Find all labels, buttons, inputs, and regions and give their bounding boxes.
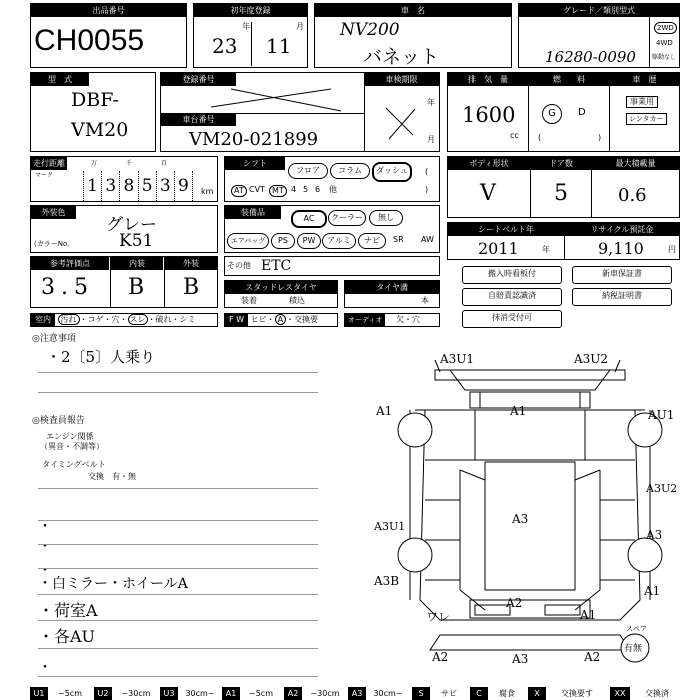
exterior-value: B bbox=[183, 275, 200, 300]
registration-cross-icon bbox=[201, 85, 351, 113]
audio-row: オーディオ 欠・穴 bbox=[344, 313, 440, 327]
equip-ac: AC bbox=[291, 210, 327, 228]
color-value: グレー bbox=[106, 215, 157, 235]
shift-column: コラム bbox=[330, 163, 370, 179]
shift-floor: フロア bbox=[288, 163, 328, 179]
equip-none: 無し bbox=[369, 210, 403, 226]
fw-crack: ヒビ bbox=[250, 315, 267, 324]
model-label: 型 式 bbox=[31, 73, 89, 86]
seatbelt-unit: 年 bbox=[542, 245, 550, 254]
model-line2: VM20 bbox=[71, 119, 129, 141]
legend-key: A2 bbox=[284, 687, 302, 700]
legend-text: ~30cm bbox=[121, 689, 151, 698]
button-warranty[interactable]: 新車保証書 bbox=[572, 266, 672, 284]
audio-label: オーディオ bbox=[345, 314, 385, 326]
report-label: ◎検査員報告 bbox=[32, 416, 85, 426]
fuel-paren-close: ) bbox=[598, 133, 602, 142]
divider bbox=[364, 73, 365, 152]
legend-key: A3 bbox=[348, 687, 366, 700]
other-value: ETC bbox=[261, 258, 292, 274]
grade-value: 16280-0090 bbox=[545, 48, 636, 66]
legend-key: X bbox=[528, 687, 546, 700]
inspection-month-unit: 月 bbox=[427, 135, 435, 144]
seatbelt-value: 2011 bbox=[478, 239, 519, 258]
room-dirt: 汚れ bbox=[58, 314, 80, 325]
divider bbox=[564, 223, 565, 260]
damage-mark: A3U1 bbox=[374, 520, 406, 533]
mileage-digit: 5 bbox=[138, 171, 156, 201]
notes-label: ◎注意事項 bbox=[32, 334, 76, 344]
shift-6: 6 bbox=[315, 185, 321, 194]
color-label: 外装色 bbox=[31, 206, 76, 219]
registration-box bbox=[160, 72, 440, 152]
first-reg-year: 23 bbox=[212, 34, 238, 58]
divider bbox=[530, 157, 531, 218]
equip-ps: PS bbox=[271, 233, 295, 249]
color-code-value: K51 bbox=[119, 231, 154, 251]
damage-mark: A2 bbox=[584, 650, 601, 664]
tyre-box bbox=[344, 280, 440, 308]
damage-mark: A1 bbox=[644, 584, 661, 598]
fw-a: A bbox=[275, 314, 286, 325]
divider bbox=[649, 17, 650, 68]
report-rule bbox=[38, 488, 318, 489]
tyre-unit: 本 bbox=[421, 296, 429, 305]
divider bbox=[110, 257, 111, 308]
damage-mark: A3U2 bbox=[574, 352, 609, 366]
note-rule bbox=[38, 392, 318, 393]
room-row: 室内 汚れ ・コゲ・穴・ スレ ・破れ・シミ bbox=[30, 313, 218, 327]
button-jibaiseki[interactable]: 自賠責認識済 bbox=[462, 288, 562, 306]
shift-box bbox=[224, 156, 440, 202]
equip-navi: ナビ bbox=[358, 233, 386, 249]
interior-label: 内装 bbox=[111, 257, 163, 270]
displacement-box bbox=[447, 72, 680, 152]
model-line1: DBF- bbox=[71, 89, 119, 111]
color-box bbox=[30, 205, 218, 253]
body-value: V bbox=[480, 181, 496, 206]
divider bbox=[609, 73, 610, 152]
fuel-label: 燃 料 bbox=[529, 73, 609, 86]
usage-label: 車 歴 bbox=[610, 73, 679, 86]
month-unit: 月 bbox=[296, 22, 304, 31]
damage-mark: AU1 bbox=[648, 408, 675, 422]
equipment-label: 装備品 bbox=[225, 206, 281, 219]
usage-rental: レンタカー bbox=[626, 113, 667, 125]
mileage-digit: 3 bbox=[101, 171, 119, 201]
audio-missing: 欠 bbox=[396, 315, 404, 324]
damage-mark: A1 bbox=[376, 404, 393, 418]
shift-mt: MT bbox=[269, 185, 287, 197]
damage-mark: A2 bbox=[432, 650, 449, 664]
model-box bbox=[30, 72, 156, 152]
report-rule bbox=[38, 648, 318, 649]
load-label: 最大積載量 bbox=[592, 157, 679, 170]
mileage-digit: 9 bbox=[174, 171, 193, 201]
audio-hole: 穴 bbox=[412, 315, 420, 324]
legend-key: U3 bbox=[160, 687, 178, 700]
button-signboard[interactable]: 搬入時看板付 bbox=[462, 266, 562, 284]
seatbelt-label: シートベルト年 bbox=[448, 223, 564, 236]
studless-loaded: 積込 bbox=[289, 296, 305, 305]
report-bullet: ・ bbox=[38, 519, 52, 535]
grade-label: グレード／類別型式 bbox=[519, 4, 679, 17]
spare-value: 有無 bbox=[624, 644, 643, 654]
recycle-unit: 円 bbox=[668, 245, 676, 254]
interior-value: B bbox=[128, 275, 145, 300]
legend-text: 交換要す bbox=[561, 689, 593, 698]
inspection-cross-icon bbox=[381, 103, 421, 143]
legend-text: ~5cm bbox=[58, 689, 82, 698]
equip-cooler: クーラー bbox=[328, 210, 366, 226]
equip-pw: PW bbox=[297, 233, 321, 249]
note-rule bbox=[38, 372, 318, 373]
report-rule bbox=[38, 620, 318, 621]
legend-text: 30cm~ bbox=[185, 689, 215, 698]
shift-5: 5 bbox=[303, 185, 309, 194]
drive-4wd: 4WD bbox=[656, 39, 673, 47]
other-label: その他 bbox=[227, 261, 251, 270]
legend-text: 交換済 bbox=[645, 689, 669, 698]
lot-number: CH0055 bbox=[34, 24, 145, 57]
usage-commercial: 事業用 bbox=[626, 96, 658, 108]
equip-aw: AW bbox=[421, 235, 434, 244]
year-unit: 年 bbox=[242, 22, 250, 31]
fuel-g: G bbox=[542, 104, 562, 124]
mileage-mark-label: マーク bbox=[35, 172, 54, 179]
report-rule bbox=[38, 676, 318, 677]
damage-mark: A1 bbox=[580, 608, 597, 622]
drive-2wd: 2WD bbox=[654, 22, 677, 34]
mileage-digit: 8 bbox=[119, 171, 137, 201]
divider bbox=[591, 157, 592, 218]
first-reg-month: 11 bbox=[266, 34, 292, 58]
timing-label: タイミングベルト bbox=[42, 460, 106, 469]
doors-value: 5 bbox=[554, 181, 568, 206]
report-bullet: ・ bbox=[38, 563, 52, 579]
engine-label: エンジン関係 bbox=[46, 432, 94, 441]
exterior-label: 外装 bbox=[165, 257, 217, 270]
report-rule bbox=[38, 520, 318, 521]
button-deregistration[interactable]: 抹消受付可 bbox=[462, 310, 562, 328]
fw-row: F W ヒビ・ A ・交換要 bbox=[224, 313, 338, 327]
report-rule bbox=[38, 594, 318, 595]
notes-line1: ・2〔5〕人乗り bbox=[46, 348, 156, 366]
damage-mark: A3 bbox=[646, 528, 663, 542]
unit-man: 万 bbox=[91, 160, 98, 167]
registration-label: 登録番号 bbox=[161, 73, 236, 86]
score-label: 参考評価点 bbox=[31, 257, 109, 270]
room-scuff: スレ bbox=[129, 315, 146, 324]
divider bbox=[161, 113, 364, 114]
unit-hyaku: 百 bbox=[161, 160, 168, 167]
grade-box bbox=[518, 3, 680, 68]
unit-sen: 千 bbox=[126, 160, 133, 167]
car-name-label: 車 名 bbox=[315, 4, 511, 17]
legend-text: ~5cm bbox=[249, 689, 273, 698]
mileage-box bbox=[30, 156, 218, 202]
legend-text: 30cm~ bbox=[373, 689, 403, 698]
damage-mark: A3 bbox=[512, 652, 529, 666]
drive-none: 駆動なし bbox=[652, 54, 677, 61]
chassis-label: 車台番号 bbox=[161, 113, 236, 126]
body-label: ボディ形状 bbox=[448, 157, 530, 170]
legend-text: 腐食 bbox=[499, 689, 515, 698]
studless-fitted: 装着 bbox=[241, 296, 257, 305]
legend-key: U1 bbox=[30, 687, 48, 700]
fw-label: F W bbox=[225, 314, 248, 326]
damage-mark: A3U1 bbox=[440, 352, 475, 366]
damage-ware-label: ワレ bbox=[426, 610, 451, 624]
mileage-label: 走行距離 bbox=[33, 159, 65, 168]
recycle-label: リサイクル預託金 bbox=[565, 223, 679, 236]
mileage-unit: km bbox=[201, 187, 214, 196]
inspection-label: 車検期限 bbox=[364, 73, 439, 86]
equip-airbag: エアバッグ bbox=[227, 233, 269, 249]
mileage-digit: 1 bbox=[83, 171, 101, 201]
fw-replace: 交換要 bbox=[294, 315, 319, 324]
fuel-d: D bbox=[578, 107, 586, 118]
legend-key: C bbox=[470, 687, 488, 700]
room-burn: コゲ bbox=[87, 315, 104, 324]
mileage-digit: 3 bbox=[156, 171, 174, 201]
room-stain: シミ bbox=[179, 315, 196, 324]
damage-mark: A1 bbox=[510, 404, 527, 418]
chassis-value: VM20-021899 bbox=[189, 129, 319, 150]
body-box bbox=[447, 156, 680, 218]
shift-paren-close: ) bbox=[425, 185, 429, 194]
spare-label: スペア bbox=[626, 625, 647, 633]
divider bbox=[164, 257, 165, 308]
report-bullet-cargo: ・荷室A bbox=[38, 601, 98, 620]
report-bullet-mirror: ・白ミラー・ホイールA bbox=[38, 576, 188, 592]
car-name-line1: NV200 bbox=[340, 20, 400, 40]
color-code-label: (カラーNo. bbox=[34, 240, 70, 248]
timing-swap: 交換 有・無 bbox=[88, 472, 136, 481]
legend-text: サビ bbox=[441, 689, 457, 698]
report-bullet: ・ bbox=[38, 539, 52, 555]
score-value: 3.5 bbox=[41, 275, 94, 300]
equip-sr: SR bbox=[393, 235, 404, 244]
recycle-value: 9,110 bbox=[598, 239, 644, 258]
report-rule bbox=[38, 544, 318, 545]
legend-key: S bbox=[412, 687, 430, 700]
damage-mark: A3 bbox=[512, 512, 529, 526]
car-name-box bbox=[314, 3, 512, 68]
fuel-paren: ( bbox=[538, 133, 542, 142]
damage-mark: A3U2 bbox=[646, 482, 678, 495]
legend-key: XX bbox=[610, 687, 630, 700]
studless-label: スタッドレスタイヤ bbox=[225, 281, 337, 294]
room-tear: 破れ bbox=[155, 315, 172, 324]
first-reg-label: 初年度登録 bbox=[194, 4, 307, 17]
equipment-box bbox=[224, 205, 440, 253]
displacement-label: 排 気 量 bbox=[448, 73, 528, 86]
load-value: 0.6 bbox=[618, 185, 647, 206]
legend-key: A1 bbox=[222, 687, 240, 700]
displacement-unit: cc bbox=[510, 131, 519, 140]
seatbelt-box bbox=[447, 222, 680, 260]
damage-mark: A2 bbox=[506, 596, 523, 610]
legend-text: ~30cm bbox=[310, 689, 340, 698]
damage-mark: A3B bbox=[374, 574, 400, 588]
inspection-year-unit: 年 bbox=[427, 98, 435, 107]
lot-label: 出品番号 bbox=[31, 4, 186, 17]
shift-paren-open: ( bbox=[425, 167, 429, 176]
shift-4: 4 bbox=[291, 185, 297, 194]
engine-sub: （異音・不調等） bbox=[40, 442, 104, 451]
shift-dash: ダッシュ bbox=[372, 162, 412, 182]
tyre-label: タイヤ溝 bbox=[345, 281, 439, 294]
first-reg-box bbox=[193, 3, 308, 68]
doors-label: ドア数 bbox=[531, 157, 591, 170]
report-bullet: ・ bbox=[38, 660, 52, 676]
room-label: 室内 bbox=[31, 314, 55, 326]
lot-box bbox=[30, 3, 187, 68]
button-tax-cert[interactable]: 納税証明書 bbox=[572, 288, 672, 306]
displacement-value: 1600 bbox=[462, 103, 516, 127]
report-bullet-each: ・各AU bbox=[38, 627, 96, 646]
shift-cvt: CVT bbox=[249, 185, 265, 194]
car-name-line2: バネット bbox=[363, 46, 440, 68]
divider bbox=[528, 73, 529, 152]
score-box bbox=[30, 256, 218, 308]
studless-box bbox=[224, 280, 338, 308]
equip-alloy: アルミ bbox=[322, 233, 356, 249]
other-box bbox=[224, 256, 440, 276]
shift-other: 他 bbox=[329, 185, 337, 194]
report-rule bbox=[38, 568, 318, 569]
divider bbox=[251, 22, 252, 66]
shift-label: シフト bbox=[225, 157, 285, 170]
legend-key: U2 bbox=[94, 687, 112, 700]
shift-at: AT bbox=[231, 185, 247, 197]
room-hole: 穴 bbox=[111, 315, 120, 324]
